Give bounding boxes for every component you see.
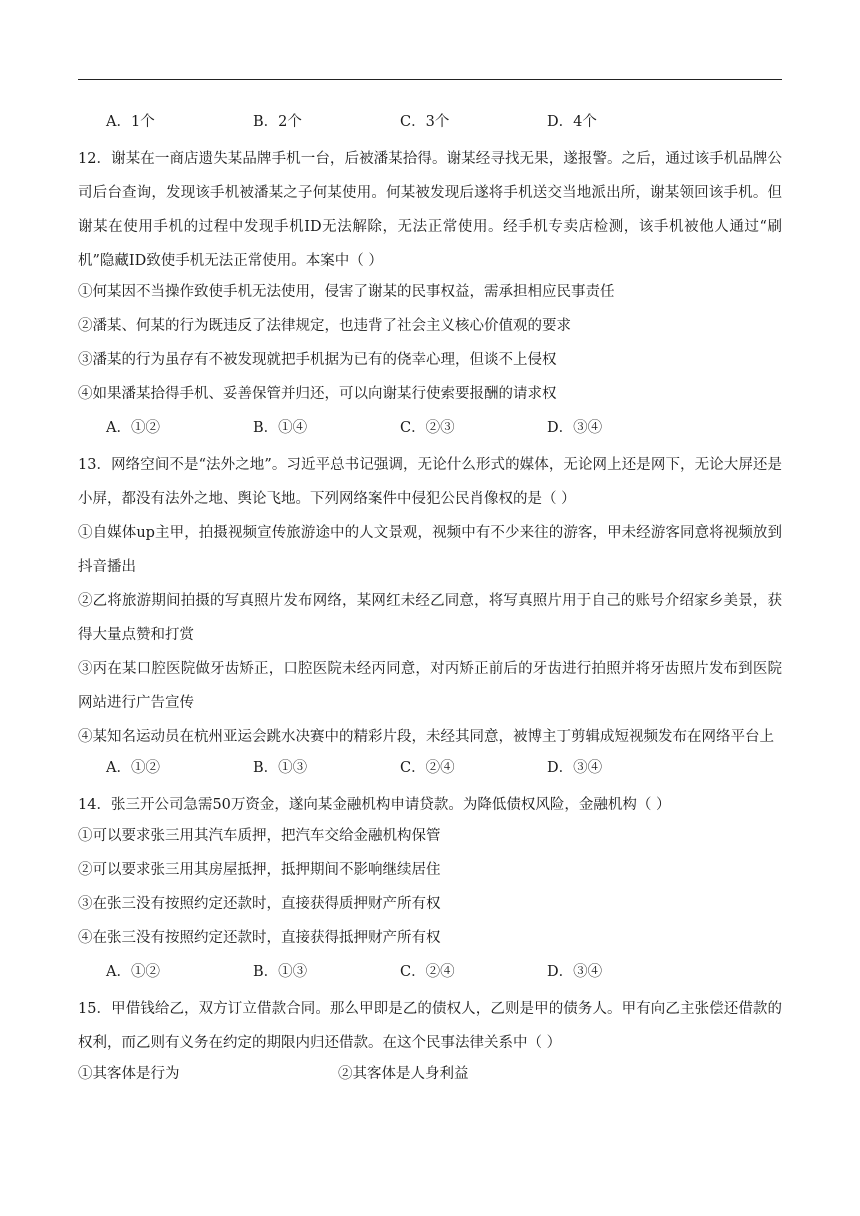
- q13-item-3: ③丙在某口腔医院做牙齿矫正，口腔医院未经丙同意，对丙矫正前后的牙齿进行拍照并将牙齿照片发布到医院网站进行广告宣传: [78, 661, 782, 711]
- q15-stem: 15．甲借钱给乙，双方订立借款合同。那么甲即是乙的债权人，乙则是甲的债务人。甲有向乙主张偿还借款的权利，而乙则有义务在约定的期限内归还借款。在这个民事法律关系中（ ）: [78, 1001, 782, 1051]
- header-rule: [78, 79, 782, 80]
- option-b: B．①③: [253, 760, 308, 776]
- option-d: D．③④: [547, 760, 603, 776]
- option-b: B．①③: [253, 964, 308, 980]
- option-a: A．①②: [106, 760, 160, 776]
- q14-item-2: ②可以要求张三用其房屋抵押，抵押期间不影响继续居住: [78, 862, 441, 878]
- option-a: A．①②: [106, 964, 160, 980]
- q13-stem: 13．网络空间不是“法外之地”。习近平总书记强调，无论什么形式的媒体，无论网上还是网下，无论大屏还是小屏，都没有法外之地、舆论飞地。下列网络案件中侵犯公民肖像权的是（ ）: [78, 457, 782, 507]
- q13-item-4: ④某知名运动员在杭州亚运会跳水决赛中的精彩片段，未经其同意，被博主丁剪辑成短视频发布在网络平台上: [78, 729, 774, 745]
- q13-item-1: ①自媒体up主甲，拍摄视频宣传旅游途中的人文景观，视频中有不少来往的游客，甲未经游客同意将视频放到抖音播出: [78, 525, 782, 575]
- question-content: [78, 108, 782, 1094]
- q15-item-1: ①其客体是行为: [78, 1066, 180, 1082]
- option-a: A．①②: [106, 420, 160, 436]
- option-d: D．③④: [547, 964, 603, 980]
- option-c: C．②④: [400, 760, 455, 776]
- option-c: C．②④: [400, 964, 455, 980]
- option-c: C．3个: [400, 114, 450, 130]
- q12-item-3: ③潘某的行为虽存有不被发现就把手机据为已有的侥幸心理，但谈不上侵权: [78, 352, 557, 368]
- q14-item-1: ①可以要求张三用其汽车质押，把汽车交给金融机构保管: [78, 828, 441, 844]
- q12-item-4: ④如果潘某拾得手机、妥善保管并归还，可以向谢某行使索要报酬的请求权: [78, 386, 557, 402]
- q13-options: [78, 754, 782, 788]
- q12-item-2: ②潘某、何某的行为既违反了法律规定，也违背了社会主义核心价值观的要求: [78, 318, 571, 334]
- option-b: B．2个: [253, 114, 302, 130]
- q12-stem: 12．谢某在一商店遗失某品牌手机一台，后被潘某拾得。谢某经寻找无果，遂报警。之后，通过该手机品牌公司后台查询，发现该手机被潘某之子何某使用。何某被发现后遂将手机送交当地派出所，谢某领回该手机。但谢某在使用手机的过程中发现手机ID无法解除，无法正常使用。经手机专卖店检测，该手机被他人通过“刷机”隐藏ID致使手机无法正常使用。本案中（ ）: [78, 151, 782, 269]
- q14-options: [78, 958, 782, 992]
- q15-items: [78, 1060, 782, 1094]
- q12-options: [78, 414, 782, 448]
- q12-item-1: ①何某因不当操作致使手机无法使用，侵害了谢某的民事权益，需承担相应民事责任: [78, 284, 615, 300]
- q14-stem: 14．张三开公司急需50万资金，遂向某金融机构申请贷款。为降低债权风险，金融机构（ ）: [78, 797, 671, 813]
- option-d: D．4个: [547, 114, 597, 130]
- option-b: B．①④: [253, 420, 308, 436]
- q14-item-3: ③在张三没有按照约定还款时，直接获得质押财产所有权: [78, 896, 441, 912]
- q11-options: [78, 108, 782, 142]
- q15-item-2: ②其客体是人身利益: [338, 1066, 469, 1082]
- option-d: D．③④: [547, 420, 603, 436]
- q13-item-2: ②乙将旅游期间拍摄的写真照片发布网络，某网红未经乙同意，将写真照片用于自己的账号介绍家乡美景，获得大量点赞和打赏: [78, 593, 782, 643]
- option-a: A．1个: [106, 114, 155, 130]
- option-c: C．②③: [400, 420, 455, 436]
- q14-item-4: ④在张三没有按照约定还款时，直接获得抵押财产所有权: [78, 930, 441, 946]
